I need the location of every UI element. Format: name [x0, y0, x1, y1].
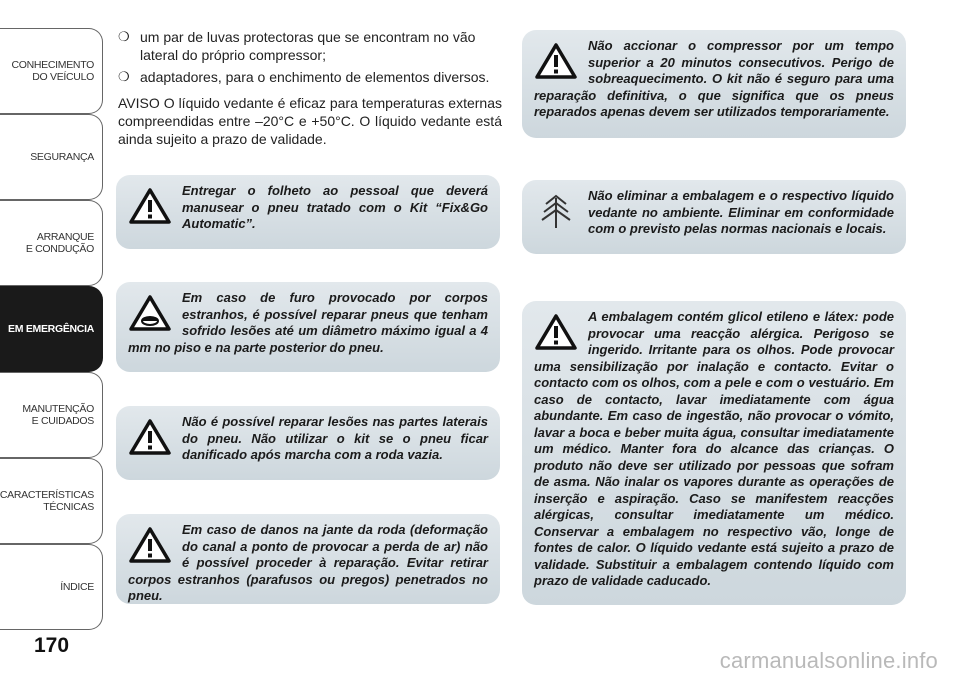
list-item: ❍ um par de luvas protectoras que se encontram no vão lateral do próprio compressor; [118, 29, 476, 63]
tab-caracteristicas[interactable]: CARACTERÍSTICAS TÉCNICAS [0, 458, 103, 544]
page-number: 170 [34, 634, 70, 657]
tyre-warning-icon [128, 294, 176, 334]
warning-box: Entregar o folheto ao pessoal que deverá manusear o pneu tratado com o Kit “Fix&Go Automatic”. [116, 175, 500, 249]
warning-triangle-icon [128, 526, 176, 566]
warning-box: Não é possível reparar lesões nas partes laterais do pneu. Não utilizar o kit se o pneu ficar danificado após marcha com a roda vazia. [116, 406, 500, 480]
tab-seguranca[interactable]: SEGURANÇA [0, 114, 103, 200]
list-item: ❍ adaptadores, para o enchimento de elementos diversos. [118, 69, 490, 85]
warning-box: A embalagem contém glicol etileno e látex: pode provocar uma reacção alérgica. Perigoso se ingerido. Irritante para os olhos. Pode provocar uma sensibilização por inalação e contacto. Evitar o contacto com os olhos, com a pele e com o vestuário. Em caso de contacto, lavar imediatamente com água abundante. Em caso de ingestão, não provocar o vómito, lavar a boca e beber muita água, consultar imediatamente um médico. Manter fora do alcance das crianças. O produto não deve ser utilizado por pessoas que sofram de asma. Não inalar os vapores durante as operações de inserção e aspiração. Caso se manifestem reacções alérgicas, consultar imediatamente um médico. Conservar a embalagem no respectivo vão, longe de fontes de calor. O líquido vedante está sujeito a prazo de validade. Substituir a embalagem contendo líquido com prazo de validade caducado. [522, 301, 906, 605]
warning-triangle-icon [534, 42, 582, 82]
tab-em-emergencia[interactable]: EM EMERGÊNCIA [0, 286, 103, 372]
body-text [118, 28, 502, 148]
warning-triangle-icon [128, 187, 176, 227]
tab-manutencao[interactable]: MANUTENÇÃO E CUIDADOS [0, 372, 103, 458]
environment-tree-icon [534, 192, 582, 232]
environment-box: Não eliminar a embalagem e o respectivo líquido vedante no ambiente. Eliminar em conformidade com o previsto pelas normas nacionais e locais. [522, 180, 906, 254]
tab-conhecimento[interactable]: CONHECIMENTO DO VEÍCULO [0, 28, 103, 114]
warning-box: Em caso de danos na jante da roda (deformação do canal a ponto de provocar a perda de ar) não é possível proceder à reparação. Evitar retirar corpos estranhos (parafusos ou pregos) penetrados no pneu. [116, 514, 500, 604]
bullet-circle-icon: ❍ [118, 69, 130, 84]
tab-indice[interactable]: ÍNDICE [0, 544, 103, 630]
warning-triangle-icon [128, 418, 176, 458]
watermark-text: carmanualsonline.info [719, 648, 938, 673]
notice-paragraph: AVISO O líquido vedante é eficaz para temperaturas externas compreendidas entre –20°C e +50°C. O líquido vedante está ainda sujeito a prazo de validade. [118, 95, 502, 147]
warning-box: Não accionar o compressor por um tempo superior a 20 minutos consecutivos. Perigo de sobreaquecimento. O kit não é seguro para uma reparação definitiva, o que significa que os pneus reparados apenas devem ser utilizados temporariamente. [522, 30, 906, 138]
bullet-circle-icon: ❍ [118, 29, 130, 44]
warning-triangle-icon [534, 313, 582, 353]
warning-box: Em caso de furo provocado por corpos estranhos, é possível reparar pneus que tenham sofrido lesões até um diâmetro máximo igual a 4 mm no piso e na parte posterior do pneu. [116, 282, 500, 372]
tab-arranque[interactable]: ARRANQUE E CONDUÇÃO [0, 200, 103, 286]
